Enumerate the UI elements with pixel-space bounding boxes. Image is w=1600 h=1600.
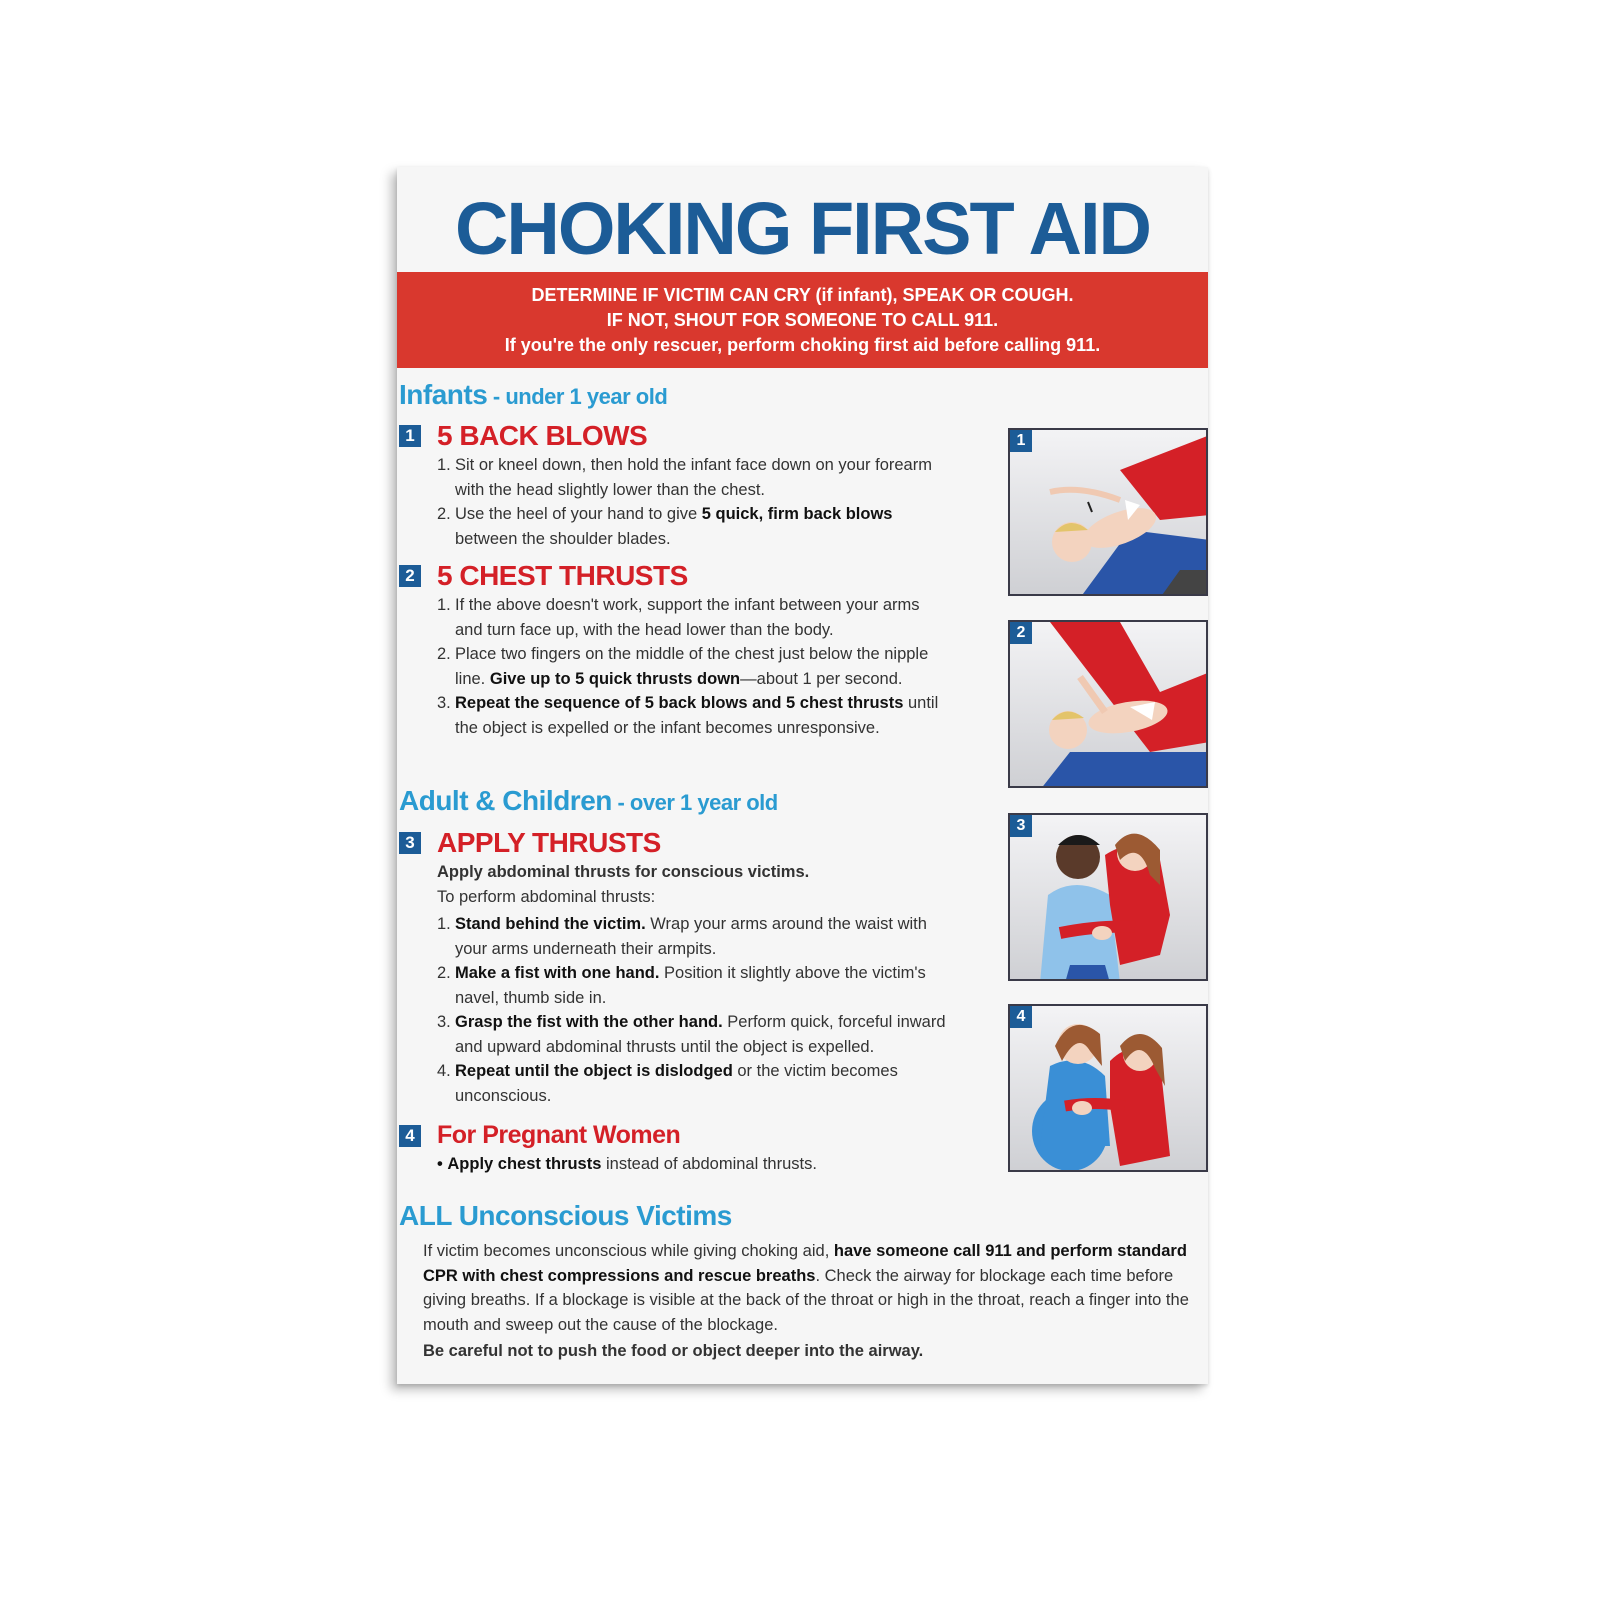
list-item: 3. Grasp the fist with the other hand. Perform quick, forceful inward and upward abdominal thrusts until the object is expelled.	[437, 1013, 946, 1056]
banner-line-2: IF NOT, SHOUT FOR SOMEONE TO CALL 911.	[606, 310, 999, 330]
list-item: 3. Repeat the sequence of 5 back blows and 5 chest thrusts until the object is expelled or the infant becomes unresponsive.	[437, 694, 939, 737]
poster	[397, 167, 1208, 1384]
step-2-header	[399, 560, 688, 592]
step-3-title: APPLY THRUSTS	[437, 827, 661, 858]
step-4-text: • Apply chest thrusts instead of abdominal thrusts.	[437, 1155, 817, 1173]
section-infants-sub: - under 1 year old	[487, 384, 668, 409]
step-1-title: 5 BACK BLOWS	[437, 420, 648, 451]
panel-1-badge: 1	[1010, 430, 1032, 452]
step-4-badge: 4	[399, 1125, 421, 1147]
list-item: 2. Make a fist with one hand. Position it slightly above the victim's navel, thumb side in.	[437, 964, 926, 1007]
step-3-badge: 3	[399, 832, 421, 854]
section-adults-title: Adult & Children	[399, 785, 612, 816]
step-1-header	[399, 420, 647, 452]
step-1-list	[437, 453, 947, 551]
panel-3-badge: 3	[1010, 815, 1032, 837]
step-3-intro-bold: Apply abdominal thrusts for conscious victims.	[437, 863, 810, 881]
panel-2-badge: 2	[1010, 622, 1032, 644]
banner-line-1: DETERMINE IF VICTIM CAN CRY (if infant), SPEAK OR COUGH.	[531, 285, 1074, 305]
list-item: 2. Use the heel of your hand to give 5 quick, firm back blows between the shoulder blades.	[437, 505, 893, 548]
section-infants-title: Infants	[399, 379, 488, 410]
step-4-title: For Pregnant Women	[437, 1121, 681, 1149]
list-item: 1. Stand behind the victim. Wrap your arms around the waist with your arms underneath their armpits.	[437, 915, 927, 958]
infant-chest-thrusts-illustration	[1008, 620, 1208, 788]
step-2-badge: 2	[399, 565, 421, 587]
section-adults-heading	[399, 785, 778, 817]
infant-back-blows-illustration	[1008, 428, 1208, 596]
unconscious-warning: Be careful not to push the food or object deeper into the airway.	[423, 1342, 924, 1360]
step-1-badge: 1	[399, 425, 421, 447]
step-3-header	[399, 827, 661, 859]
page-title: CHOKING FIRST AID	[454, 187, 1150, 270]
step-2-list	[437, 593, 947, 740]
pregnant-chest-thrusts-illustration	[1008, 1004, 1208, 1172]
list-item: 1. If the above doesn't work, support the infant between your arms and turn face up, with the head lower than the body.	[437, 596, 920, 639]
banner-line-3: If you're the only rescuer, perform choking first aid before calling 911.	[504, 335, 1101, 355]
list-item: 2. Place two fingers on the middle of the chest just below the nipple line. Give up to 5 quick thrusts down—about 1 per second.	[437, 645, 929, 688]
list-item: 4. Repeat until the object is dislodged or the victim becomes unconscious.	[437, 1062, 898, 1105]
step-3-list	[437, 912, 947, 1108]
warning-banner	[397, 272, 1208, 368]
section-adults-sub: - over 1 year old	[611, 790, 778, 815]
list-item: 1. Sit or kneel down, then hold the infant face down on your forearm with the head slightly lower than the chest.	[437, 456, 932, 499]
section-unconscious-heading: ALL Unconscious Victims	[399, 1200, 732, 1231]
panel-4-badge: 4	[1010, 1006, 1032, 1028]
step-3-intro: To perform abdominal thrusts:	[437, 888, 656, 906]
section-infants-heading	[399, 379, 667, 411]
unconscious-paragraph: If victim becomes unconscious while giving choking aid, have someone call 911 and perform standard CPR with chest compressions and rescue breaths. Check the airway for blockage each time before giving breaths. If a blockage is visible at the back of the throat or high in the throat, reach a finger into the mouth and sweep out the cause of the blockage.	[423, 1242, 1189, 1334]
step-2-title: 5 CHEST THRUSTS	[437, 560, 688, 591]
step-4-header	[399, 1121, 680, 1150]
abdominal-thrusts-illustration	[1008, 813, 1208, 981]
